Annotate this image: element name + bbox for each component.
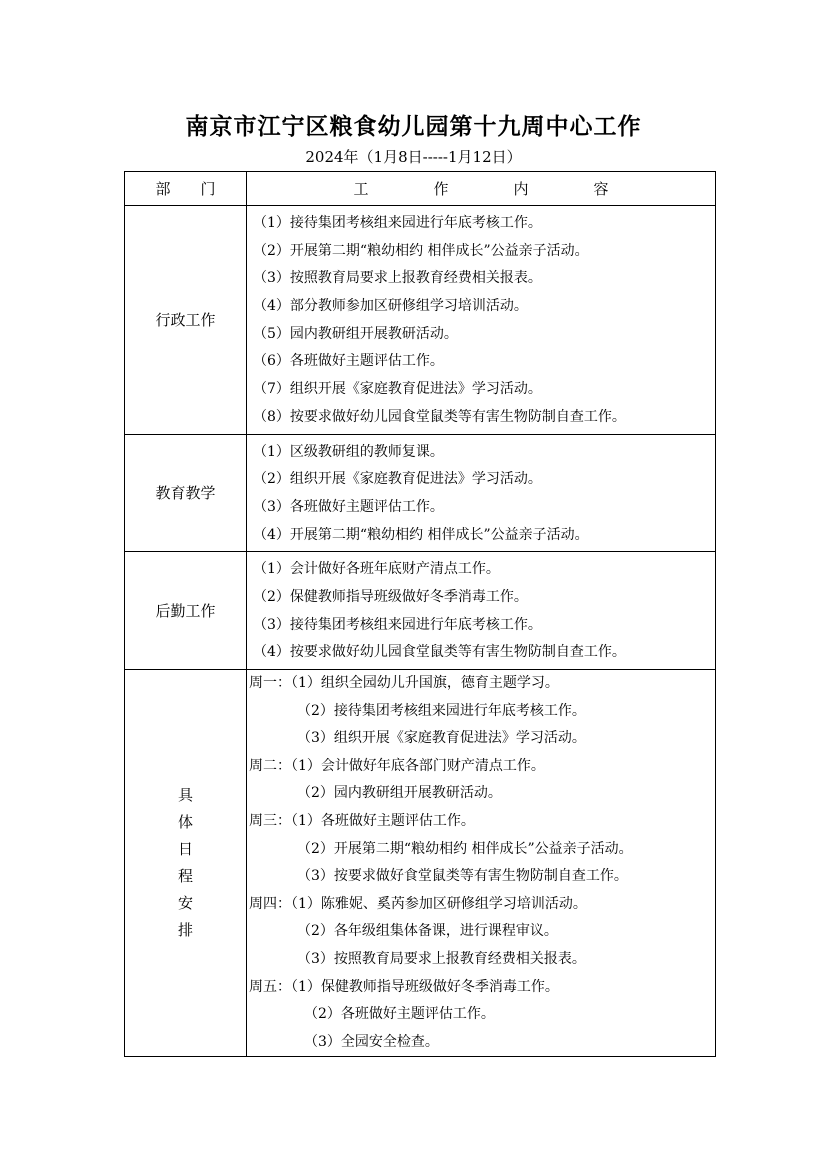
list-item: （4）部分教师参加区研修组学习培训活动。 [253, 298, 528, 315]
list-item: （8）按要求做好幼儿园食堂鼠类等有害生物防制自查工作。 [253, 408, 626, 425]
schedule-line: 周五：（1）保健教师指导班级做好冬季消毒工作。 [249, 978, 559, 995]
schedule-line: （3）组织开展《家庭教育促进法》学习活动。 [297, 730, 586, 747]
header-work-content: 工 作 内 容 [247, 172, 716, 206]
schedule-line: （3）全园安全检查。 [304, 1033, 439, 1050]
dept-admin: 行政工作 [125, 206, 247, 435]
schedule-line: 周三：（1）各班做好主题评估工作。 [249, 812, 475, 829]
list-item: （3）接待集团考核组来园进行年底考核工作。 [253, 616, 542, 633]
list-item: （3）各班做好主题评估工作。 [253, 498, 444, 515]
list-item: （2）保健教师指导班级做好冬季消毒工作。 [253, 588, 528, 605]
table-row-logistics [125, 552, 716, 670]
logistics-items [247, 552, 716, 670]
list-item: （3）按照教育局要求上报教育经费相关报表。 [253, 270, 542, 287]
education-items [247, 434, 716, 552]
page-title: 南京市江宁区粮食幼儿园第十九周中心工作 [185, 113, 642, 140]
list-item: （1）会计做好各班年底财产清点工作。 [253, 561, 500, 578]
schedule-line: （2）接待集团考核组来园进行年底考核工作。 [297, 702, 586, 719]
list-item: （4）按要求做好幼儿园食堂鼠类等有害生物防制自查工作。 [253, 644, 626, 661]
list-item: （7）组织开展《家庭教育促进法》学习活动。 [253, 381, 542, 398]
schedule-line: 周二：（1）会计做好年底各部门财产清点工作。 [249, 757, 545, 774]
schedule-line: （2）园内教研组开展教研活动。 [297, 785, 502, 802]
dept-logistics: 后勤工作 [125, 552, 247, 670]
list-item: （2）开展第二期“粮幼相约 相伴成长”公益亲子活动。 [253, 242, 589, 259]
table-header-row [125, 172, 716, 206]
admin-items [247, 206, 716, 435]
list-item: （1）接待集团考核组来园进行年底考核工作。 [253, 215, 542, 231]
dept-education: 教育教学 [125, 434, 247, 552]
table-row-admin [125, 206, 716, 435]
schedule-line: （2）各年级组集体备课，进行课程审议。 [297, 923, 558, 940]
list-item: （4）开展第二期“粮幼相约 相伴成长”公益亲子活动。 [253, 526, 589, 543]
table-row-schedule [125, 670, 716, 1057]
list-item: （5）园内教研组开展教研活动。 [253, 325, 458, 342]
list-item: （6）各班做好主题评估工作。 [253, 353, 444, 370]
schedule-line: （2）各班做好主题评估工作。 [304, 1006, 495, 1023]
schedule-line: （3）按照教育局要求上报教育经费相关报表。 [297, 950, 586, 967]
table-row-education [125, 434, 716, 552]
schedule-items [247, 670, 716, 1057]
schedule-line: （2）开展第二期“粮幼相约 相伴成长”公益亲子活动。 [297, 840, 633, 857]
list-item: （1）区级教研组的教师复课。 [253, 443, 444, 460]
date-range: 2024年（1月8日-----1月12日） [305, 148, 522, 166]
list-item: （2）组织开展《家庭教育促进法》学习活动。 [253, 471, 542, 488]
work-table [124, 171, 716, 1057]
dept-schedule: 具 体 日 程 安 排 [125, 670, 247, 1057]
schedule-line: （3）按要求做好食堂鼠类等有害生物防制自查工作。 [297, 868, 628, 885]
schedule-line: 周四：（1）陈雅妮、奚芮参加区研修组学习培训活动。 [249, 895, 587, 912]
schedule-line: 周一：（1）组织全园幼儿升国旗，德育主题学习。 [249, 675, 559, 691]
header-dept: 部 门 [125, 172, 247, 206]
